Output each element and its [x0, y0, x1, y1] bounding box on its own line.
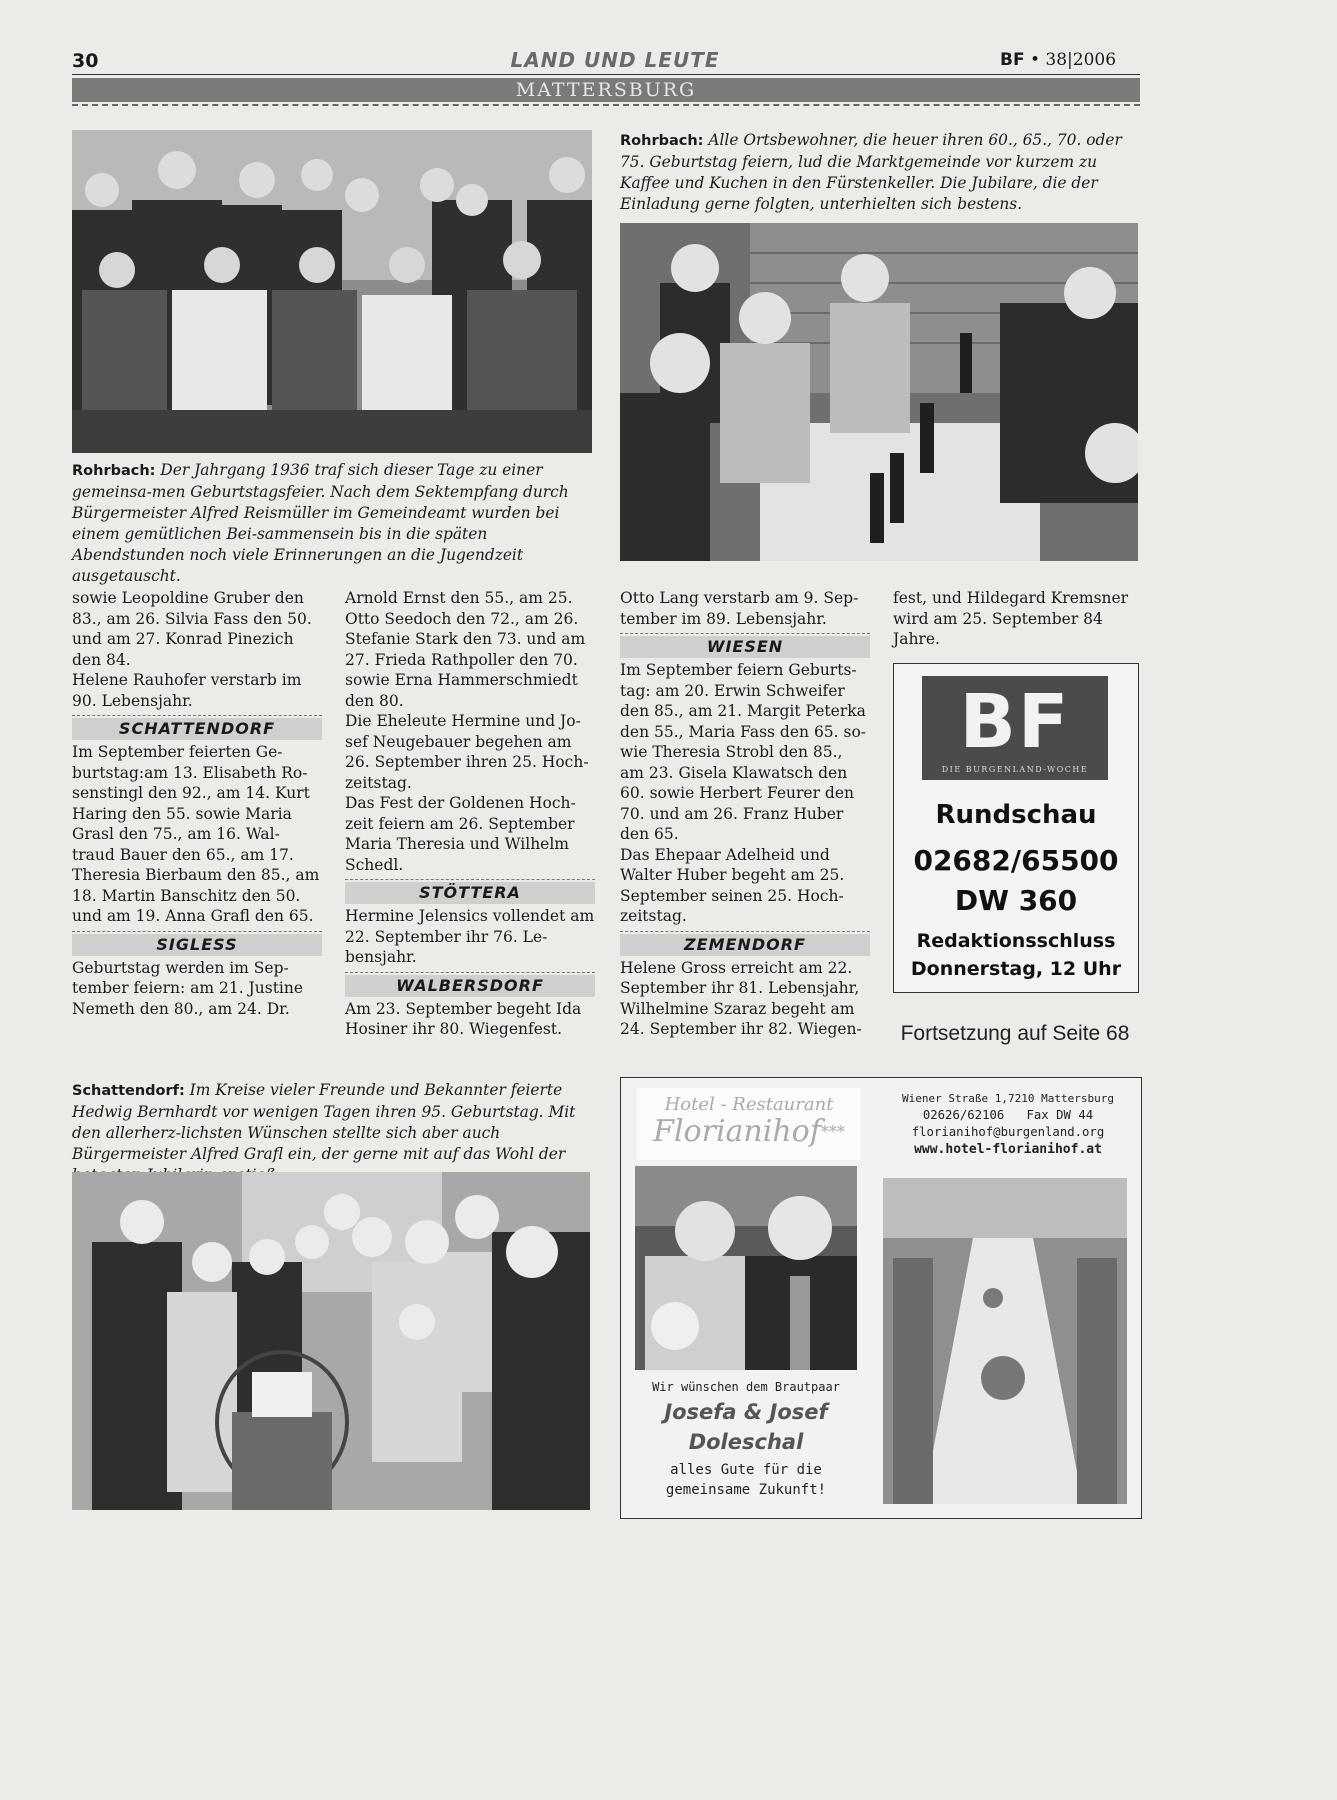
- hotel-contact: [883, 1090, 1133, 1158]
- place-heading-label: ZEMENDORF: [620, 934, 870, 956]
- bf-logo-letters: BF: [959, 679, 1071, 765]
- place-heading: [345, 879, 595, 904]
- article-column-3: [620, 588, 870, 1040]
- issue-number: 38|2006: [1045, 50, 1117, 70]
- article-column-4: [893, 588, 1137, 650]
- article-column-2: [345, 588, 595, 1040]
- paragraph: Die Eheleute Hermine und Jo-sef Neugebauer begehen am 26. September ihren 25. Hoch-zeitstag.: [345, 712, 589, 792]
- ad-couple-names: Josefa & Josef: [664, 1400, 828, 1424]
- caption-lead: Rohrbach:: [72, 463, 156, 479]
- caption-text: Der Jahrgang 1936 traf sich dieser Tage zu einer gemeinsa-men Geburtstagsfeier. Nach dem Sektempfang durch Bürgermeister Alfred Reismüller im Gemeindeamt wurden bei einem gemütlichen Bei-sammensein bis in die späten Abendstunden noch viele Erinnerungen an die Jugendzeit ausgetauscht.: [72, 461, 569, 585]
- paragraph: Helene Rauhofer verstarb im 90. Lebensjahr.: [72, 671, 302, 710]
- paragraph: Im September feierten Ge-burtstag:am 13. Elisabeth Ro-senstingl den 92., am 14. Kurt Haring den 55. sowie Maria Grasl den 75., am 16. Wal-traud Bauer den 65., am 17. Theresia Bierbaum den 85., am 18. Martin Banschitz den 50. und am 19. Anna Grafl den 65.: [72, 743, 320, 925]
- issue-brand: BF: [1000, 50, 1025, 70]
- place-heading: [345, 972, 595, 997]
- ad-wish-line3: gemeinsame Zukunft!: [665, 1482, 827, 1498]
- place-heading: [620, 931, 870, 956]
- hotel-email[interactable]: florianihof@burgenland.org: [911, 1125, 1105, 1139]
- bf-deadline: Donnerstag, 12 Uhr: [910, 958, 1122, 980]
- hotel-logo-stars: ***: [820, 1122, 845, 1141]
- hotel-phone: 02626/62106: [922, 1108, 1005, 1122]
- issue-separator: •: [1029, 50, 1041, 70]
- paragraph: Arnold Ernst den 55., am 25. Otto Seedoch den 72., am 26. Stefanie Stark den 73. und am 27. Frieda Rathpoller den 70. sowie Erna Hammerschmiedt den 80.: [345, 589, 586, 710]
- header-dash-rule: [72, 104, 1140, 106]
- continuation-note: Fortsetzung auf Seite 68: [900, 1022, 1130, 1045]
- bf-phone: 02682/65500: [913, 844, 1119, 877]
- bf-logo: [922, 676, 1108, 780]
- photo-rohrbach-group: [72, 130, 592, 453]
- page-number: 30: [72, 50, 99, 72]
- caption-text: Im Kreise vieler Freunde und Bekannter feierte Hedwig Bernhardt vor wenigen Tagen ihren 95. Geburtstag. Mit den allerherz-lichsten Wünschen stellte sich aber auch Bürgermeister Alfred Grafl ein, der gerne mit auf das Wohl der: [72, 1081, 576, 1163]
- bf-logo-tagline: DIE BURGENLAND-WOCHE: [941, 765, 1089, 774]
- bf-deadline-label: Redaktionsschluss: [916, 930, 1116, 952]
- paragraph: Geburtstag werden im Sep-tember feiern: am 21. Justine Nemeth den 80., am 24. Dr.: [72, 958, 304, 1018]
- region-bar: MATTERSBURG: [72, 78, 1140, 102]
- paragraph: fest, und Hildegard Kremsner wird am 25. September 84 Jahre.: [893, 589, 1129, 648]
- paragraph: Am 23. September begeht Ida Hosiner ihr 80. Wiegenfest.: [345, 999, 582, 1038]
- ad-couple-surname: Doleschal: [688, 1430, 804, 1454]
- place-heading: [620, 633, 870, 658]
- hotel-logo-line1: Hotel - Restaurant: [664, 1094, 834, 1115]
- hotel-website[interactable]: www.hotel-florianihof.at: [914, 1142, 1102, 1157]
- paragraph: Das Fest der Goldenen Hoch-zeit feiern am 26. September Maria Theresia und Wilhelm Schedl.: [345, 794, 576, 874]
- place-heading: [72, 931, 322, 956]
- caption-schattendorf: [72, 1080, 597, 1186]
- caption-lead: Rohrbach:: [620, 133, 704, 149]
- article-column-1: [72, 588, 322, 1019]
- place-heading-label: SIGLESS: [72, 934, 322, 956]
- paragraph: Das Ehepaar Adelheid und Walter Huber begeht am 25. September seinen 25. Hoch-zeitstag.: [620, 845, 845, 925]
- place-heading: [72, 715, 322, 740]
- ad-wish-line1: Wir wünschen dem Brautpaar: [652, 1380, 840, 1394]
- hotel-logo: [637, 1088, 861, 1160]
- paragraph: Im September feiern Geburts-tag: am 20. Erwin Schweifer den 85., am 21. Margit Peterka den 55., Maria Fass den 65. so-wie Theresia Strobl den 85., am 23. Gisela Klawatsch den 60. sowie Herbert Feurer den 70. und am 26. Franz Huber den 65.: [620, 661, 867, 843]
- header-rule: [72, 74, 1140, 75]
- section-title: LAND UND LEUTE: [510, 48, 720, 72]
- caption-lead: Schattendorf:: [72, 1083, 185, 1099]
- place-heading-label: STÖTTERA: [345, 882, 595, 904]
- bf-title: Rundschau: [935, 800, 1097, 830]
- caption-rohrbach-jubilare: [620, 130, 1138, 215]
- hotel-address: Wiener Straße 1,7210 Mattersburg: [902, 1092, 1114, 1105]
- paragraph: Otto Lang verstarb am 9. Sep-tember im 89. Lebensjahr.: [620, 589, 859, 628]
- place-heading-label: WALBERSDORF: [345, 975, 595, 997]
- ad-wish-line2: alles Gute für die: [670, 1462, 822, 1478]
- issue-info: [1000, 50, 1116, 70]
- paragraph: sowie Leopoldine Gruber den 83., am 26. Silvia Fass den 50. und am 27. Konrad Pinezich den 84.: [72, 589, 312, 669]
- caption-rohrbach-1936: [72, 460, 592, 587]
- hotel-phone-line: [883, 1107, 1133, 1124]
- hotel-logo-name: [637, 1115, 861, 1149]
- caption-text: Alle Ortsbewohner, die heuer ihren 60., 65., 70. oder 75. Geburtstag feiern, lud die Marktgemeinde vor kurzem zu Kaffee und Kuchen in den Fürstenkeller. Die Jubilare, die der Einladung gerne folgten, unterhielten sich bestens.: [620, 131, 1122, 213]
- photo-banquet-hall: [883, 1178, 1127, 1504]
- photo-rohrbach-fuerstenkeller: [620, 223, 1138, 561]
- paragraph: Hermine Jelensics vollendet am 22. September ihr 76. Le-bensjahr.: [345, 907, 595, 966]
- photo-schattendorf-birthday: [72, 1172, 590, 1510]
- hotel-logo-name-text: Florianihof: [653, 1114, 821, 1149]
- place-heading-label: WIESEN: [620, 636, 870, 658]
- hotel-fax: Fax DW 44: [1026, 1108, 1094, 1122]
- photo-bridal-couple: [635, 1166, 857, 1370]
- paragraph: Helene Gross erreicht am 22. September ihr 81. Lebensjahr, Wilhelmine Szaraz begeht am 24. September ihr 82. Wiegen-: [620, 958, 862, 1038]
- bf-contact-box: [893, 663, 1139, 993]
- bf-extension: DW 360: [954, 884, 1078, 917]
- hotel-florianihof-ad: [620, 1077, 1142, 1519]
- place-heading-label: SCHATTENDORF: [72, 718, 322, 740]
